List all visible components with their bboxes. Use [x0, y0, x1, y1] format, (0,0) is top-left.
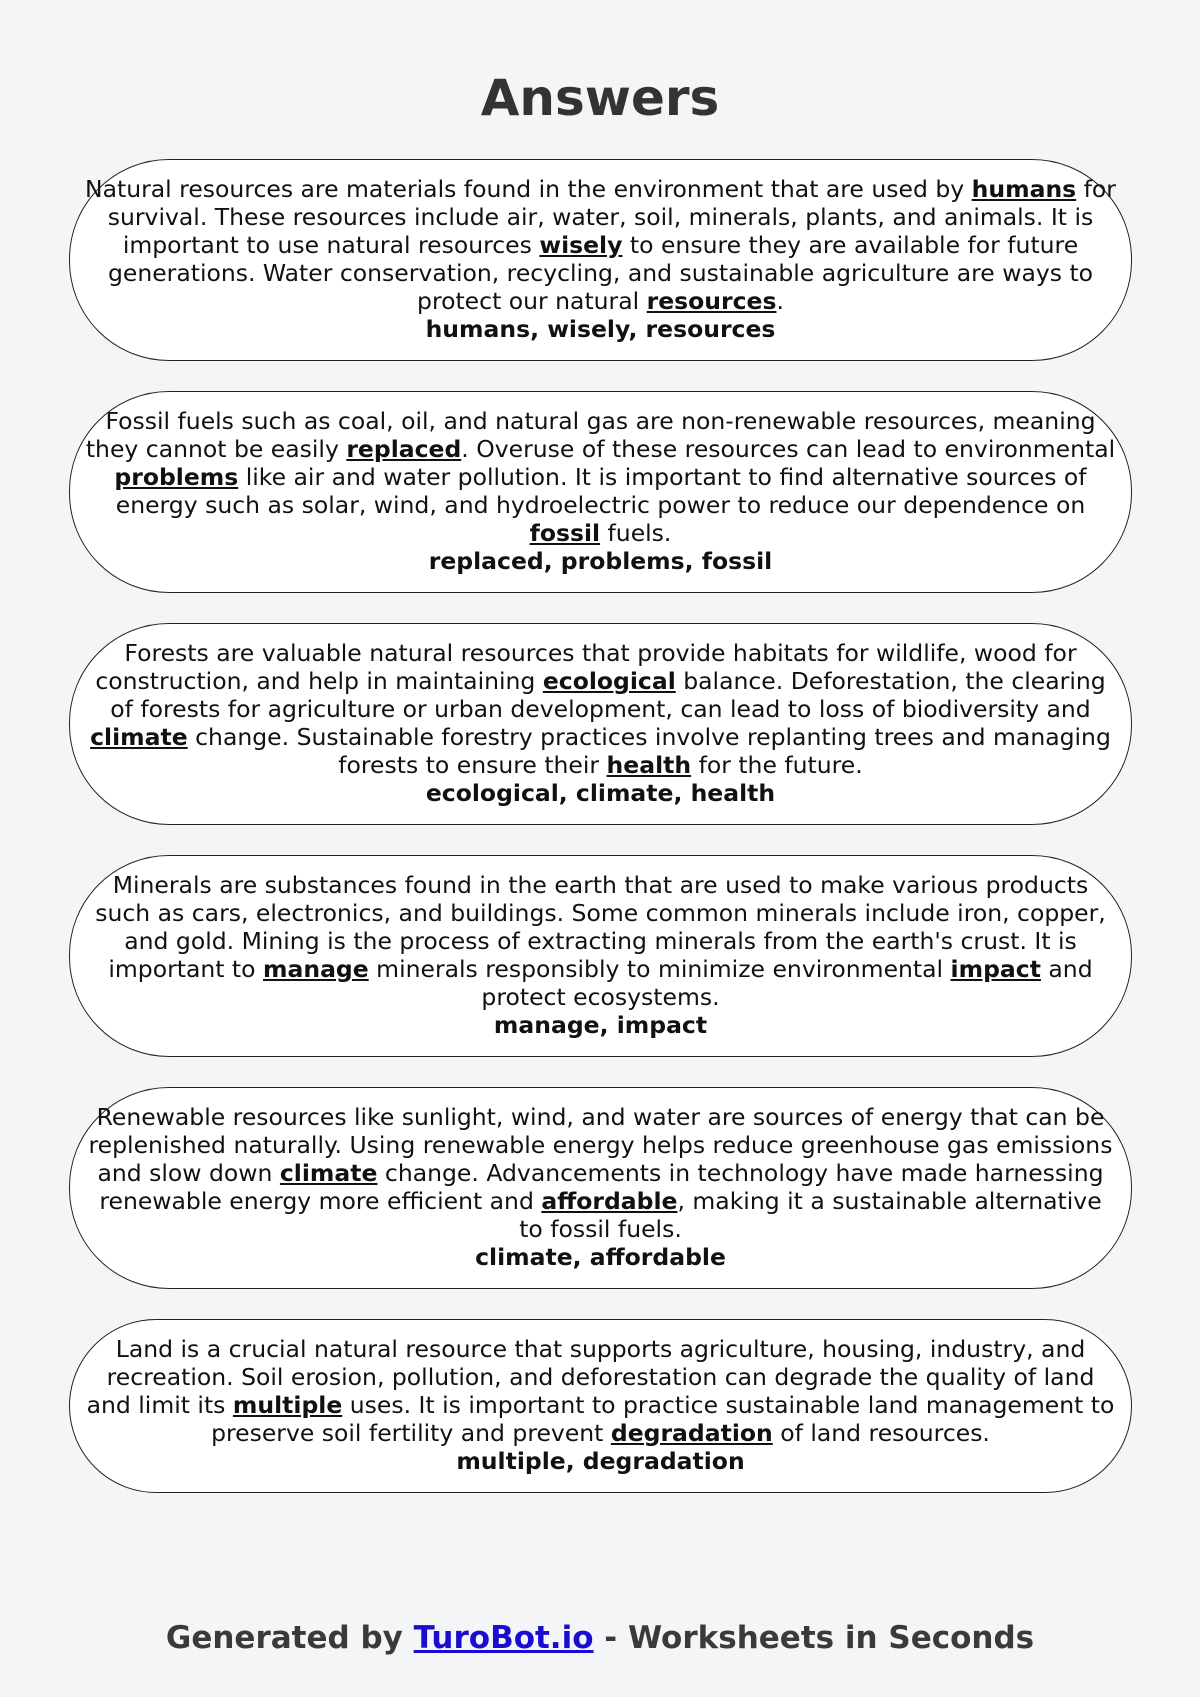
passage-text: Land is a crucial natural resource that supports agriculture, housing, industry, and recreation. Soil erosion, pollution, and deforestation can degrade the quality of land and limit its multiple uses. It is important to practice sustainable land management to preserve soil fertility and prevent degradation of land resources.	[86, 1335, 1115, 1447]
answer-card-1	[69, 159, 1132, 361]
answer-key-line: manage, impact	[493, 1011, 708, 1039]
answer-word: affordable	[541, 1187, 678, 1215]
answer-key-line: multiple, degradation	[456, 1447, 745, 1475]
passage-text: Natural resources are materials found in the environment that are used by humans for survival. These resources include air, water, soil, minerals, plants, and animals. It is important to use natural resources wisely to ensure they are available for future generations. Water conservation, recycling, and sustainable agriculture are ways to protect our natural resources.	[85, 175, 1116, 315]
answer-word: manage	[263, 955, 369, 983]
answer-word: climate	[90, 723, 188, 751]
page-title: Answers	[480, 69, 720, 127]
answer-word: degradation	[610, 1419, 773, 1447]
turobot-link[interactable]: TuroBot.io	[413, 1620, 594, 1656]
answer-key-line: replaced, problems, fossil	[428, 547, 773, 575]
answer-word: replaced	[346, 435, 462, 463]
answer-word: fossil	[529, 519, 601, 547]
answer-key-line: ecological, climate, health	[425, 779, 776, 807]
passage-text: Minerals are substances found in the earth that are used to make various products such as cars, electronics, and buildings. Some common minerals include iron, copper, and gold. Mining is the process of extracting minerals from the earth's crust. It is important to manage minerals responsibly to minimize environmental impact and protect ecosystems.	[95, 871, 1106, 1011]
answer-word: resources	[646, 287, 777, 315]
answer-cards	[69, 159, 1132, 1523]
footer	[0, 1618, 1200, 1658]
answer-card-3	[69, 623, 1132, 825]
answer-card-6	[69, 1319, 1132, 1493]
answer-word: ecological	[542, 667, 676, 695]
answer-word: climate	[279, 1159, 378, 1187]
footer-prefix: Generated by	[165, 1620, 414, 1656]
answer-word: problems	[114, 463, 239, 491]
answer-word: humans	[971, 175, 1077, 203]
answer-card-5	[69, 1087, 1132, 1289]
answer-card-2	[69, 391, 1132, 593]
passage-text: Renewable resources like sunlight, wind, and water are sources of energy that can be replenished naturally. Using renewable energy helps reduce greenhouse gas emissions and slow down climate change. Advancements in technology have made harnessing renewable energy more efficient and affordable, making it a sustainable alternative to fossil fuels.	[88, 1103, 1113, 1243]
answer-word: impact	[950, 955, 1041, 983]
answer-card-4	[69, 855, 1132, 1057]
answer-word: health	[606, 751, 692, 779]
answer-word: wisely	[539, 231, 623, 259]
passage-text: Fossil fuels such as coal, oil, and natural gas are non-renewable resources, meaning they cannot be easily replaced. Overuse of these resources can lead to environmental problems like air and water pollution. It is important to find alternative sources of energy such as solar, wind, and hydroelectric power to reduce our dependence on fossil fuels.	[85, 407, 1116, 547]
answer-word: multiple	[232, 1391, 343, 1419]
answer-key-line: climate, affordable	[475, 1243, 726, 1271]
footer-suffix: - Worksheets in Seconds	[593, 1620, 1035, 1656]
answer-key-line: humans, wisely, resources	[425, 315, 776, 343]
passage-text: Forests are valuable natural resources that provide habitats for wildlife, wood for construction, and help in maintaining ecological balance. Deforestation, the clearing of forests for agriculture or urban development, can lead to loss of biodiversity and climate change. Sustainable forestry practices involve replanting trees and managing forests to ensure their health for the future.	[90, 639, 1111, 779]
